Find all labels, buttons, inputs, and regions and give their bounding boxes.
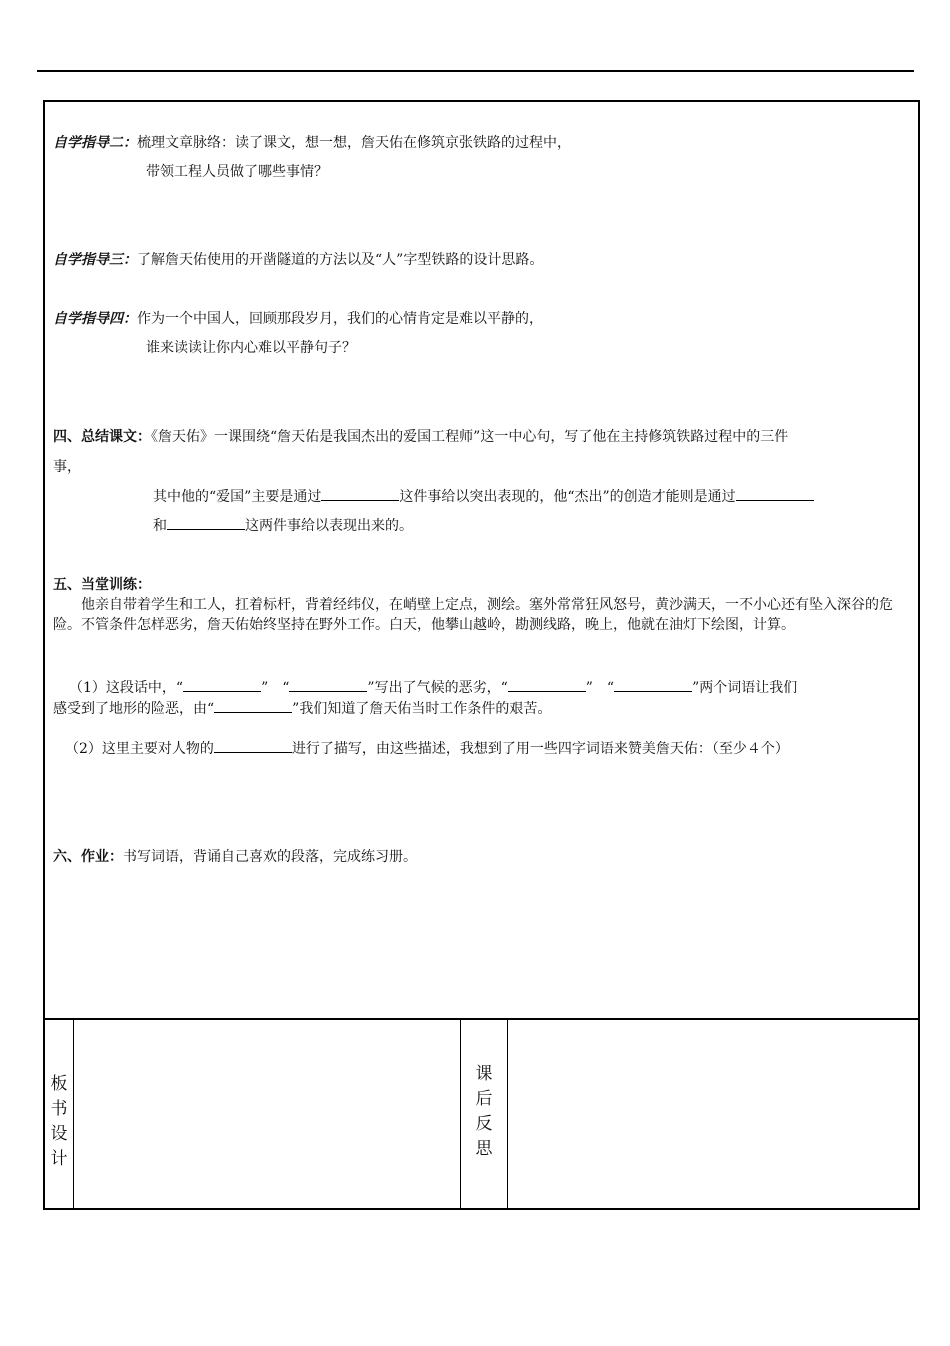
fill-blank[interactable] xyxy=(736,486,814,501)
guide4-text: 作为一个中国人，回顾那段岁月，我们的心情肯定是难以平静的， xyxy=(137,311,543,327)
after-class-reflection-cell[interactable] xyxy=(508,1020,918,1208)
q1-text-b: ” “ xyxy=(261,680,290,696)
fill-blank[interactable] xyxy=(614,677,692,692)
practice-q1-line2 xyxy=(53,698,551,719)
summary-line3 xyxy=(153,486,814,507)
q1-text-e: ”两个词语让我们 xyxy=(692,680,798,696)
q1-line2-b: ”我们知道了詹天佑当时工作条件的艰苦。 xyxy=(292,701,552,717)
guide2-label: 自学指导二： xyxy=(53,135,137,151)
fill-blank[interactable] xyxy=(214,698,292,713)
practice-q2 xyxy=(65,738,789,759)
q1-text-a: （1）这段话中，“ xyxy=(69,680,184,696)
homework-line xyxy=(53,847,417,867)
guide4-label: 自学指导四： xyxy=(53,311,137,327)
summary-label: 四、总结课文： xyxy=(53,429,151,445)
summary-line1 xyxy=(53,427,788,447)
fill-blank[interactable] xyxy=(289,677,367,692)
summary-line3-b: 这件事给以突出表现的，他“杰出”的创造才能则是通过 xyxy=(399,489,736,505)
blackboard-design-cell[interactable] xyxy=(74,1020,460,1208)
homework-label: 六、作业： xyxy=(53,849,123,865)
guide3-line xyxy=(53,250,543,270)
header-rule xyxy=(37,70,914,72)
q1-text-d: ” “ xyxy=(585,680,615,696)
summary-line4-a: 和 xyxy=(153,518,167,534)
guide2-line2: 带领工程人员做了哪些事情？ xyxy=(146,164,328,180)
q1-text-c: ”写出了气候的恶劣，“ xyxy=(367,680,508,696)
homework-text: 书写词语，背诵自己喜欢的段落，完成练习册。 xyxy=(123,849,417,865)
practice-passage: 他亲自带着学生和工人，扛着标杆，背着经纬仪，在峭壁上定点，测绘。塞外常常狂风怒号，黄沙满天，一不小心还有坠入深谷的危险。不管条件怎样恶劣，詹天佑始终坚持在野外工作。白天，他攀山越岭，勘测线路，晚上，他就在油灯下绘图，计算。 xyxy=(53,597,893,633)
guide2-text: 梳理文章脉络：读了课文，想一想，詹天佑在修筑京张铁路的过程中， xyxy=(137,135,571,151)
summary-line4-b: 这两件事给以表现出来的。 xyxy=(245,518,413,534)
practice-q1-line1 xyxy=(69,677,797,698)
summary-line2: 事， xyxy=(53,459,81,475)
practice-label: 五、当堂训练： xyxy=(53,577,151,593)
guide2-line1 xyxy=(53,133,571,153)
fill-blank[interactable] xyxy=(321,486,399,501)
summary-line4 xyxy=(153,515,413,536)
q1-line2-a: 感受到了地形的险恶，由“ xyxy=(53,701,215,717)
table-divider xyxy=(460,1020,461,1208)
guide3-text: 了解詹天佑使用的开凿隧道的方法以及“人”字型铁路的设计思路。 xyxy=(137,252,544,268)
fill-blank[interactable] xyxy=(183,677,261,692)
summary-text: 《詹天佑》一课围绕“詹天佑是我国杰出的爱国工程师”这一中心句，写了他在主持修筑铁路过程中的三件 xyxy=(151,429,789,445)
fill-blank[interactable] xyxy=(214,738,292,753)
lesson-table xyxy=(43,100,920,1210)
fill-blank[interactable] xyxy=(508,677,586,692)
guide3-label: 自学指导三： xyxy=(53,252,137,268)
guide4-line1 xyxy=(53,309,543,329)
q2-text-a: （2）这里主要对人物的 xyxy=(65,741,214,757)
guide4-line2: 谁来读读让你内心难以平静句子？ xyxy=(146,340,356,356)
blackboard-design-label: 板书设计 xyxy=(50,1074,68,1169)
fill-blank[interactable] xyxy=(167,515,245,530)
lesson-content-cell xyxy=(45,102,918,1020)
after-class-reflection-label: 课后反思 xyxy=(475,1064,493,1159)
summary-line3-a: 其中他的“爱国”主要是通过 xyxy=(153,489,322,505)
q2-text-b: 进行了描写，由这些描述，我想到了用一些四字词语来赞美詹天佑：（至少４个） xyxy=(291,741,789,757)
